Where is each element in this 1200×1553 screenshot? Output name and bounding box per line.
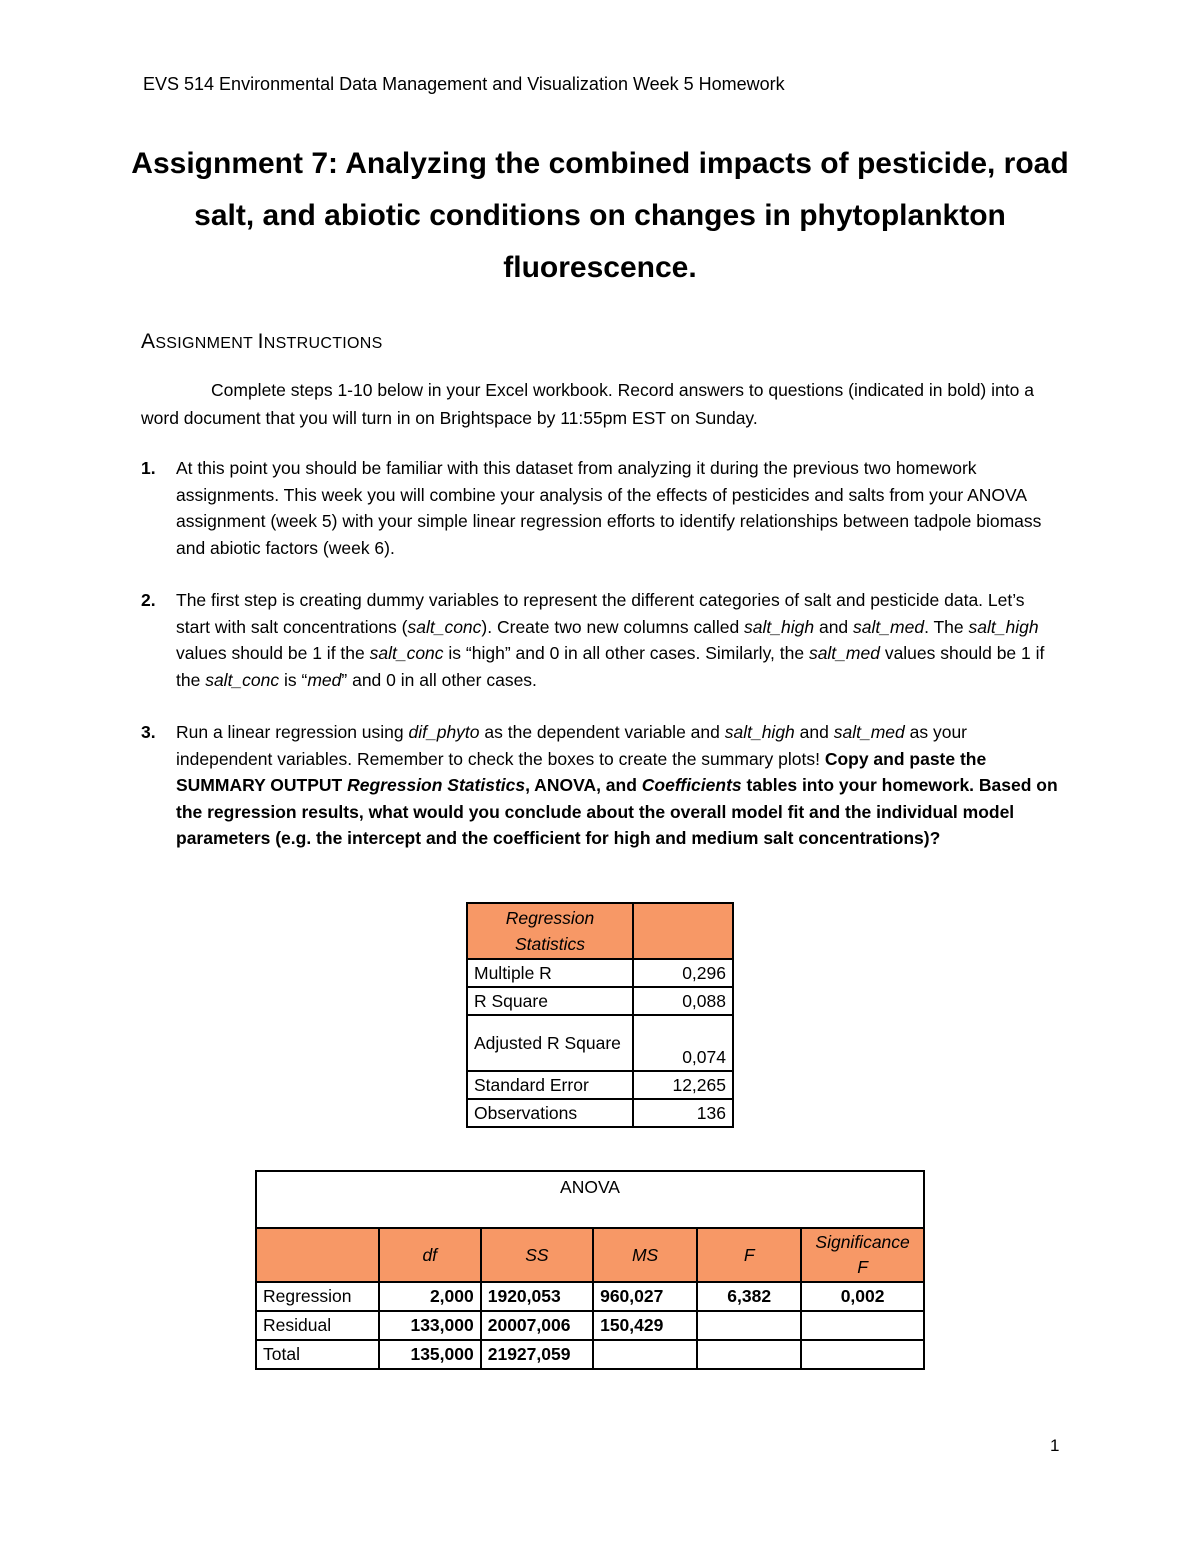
- table-cell: 133,000: [379, 1311, 481, 1340]
- intro-paragraph: [141, 376, 1061, 432]
- variable-name: dif_phyto: [408, 722, 480, 742]
- assignment-title: Assignment 7: Analyzing the combined impacts of pesticide, road salt, and abiotic conditions on changes in phytoplankton fluorescence.: [131, 147, 1069, 284]
- variable-name: salt_high: [744, 616, 815, 637]
- table-cell: R Square: [467, 987, 633, 1015]
- variable-name: salt_high: [724, 722, 795, 742]
- table-header-cell: df: [379, 1228, 481, 1282]
- variable-name: salt_conc: [407, 616, 482, 637]
- table-cell: [593, 1340, 697, 1369]
- table-cell: Total: [256, 1340, 379, 1369]
- table-cell: 0,002: [801, 1282, 924, 1311]
- table-cell: 0,074: [633, 1015, 733, 1071]
- table-cell: 2,000: [379, 1282, 481, 1311]
- table-row: [467, 987, 733, 1015]
- step-number: 3.: [141, 722, 156, 742]
- table-cell: Multiple R: [467, 959, 633, 987]
- table-row: [256, 1340, 924, 1369]
- anova-table: [255, 1170, 925, 1370]
- step-text: Run a linear regression using dif_phyto as the dependent variable and salt_high and salt_med as your independent variables. Remember to check the boxes to create the summary plots! Copy and paste the SUMMARY OUTPUT Regression Statistics, ANOVA, and Coefficients tables into your homework. Based on the regression results, what would you conclude about the overall model fit and the individual model parameters (e.g. the intercept and the coefficient for high and medium salt concentrations)?: [176, 722, 1058, 848]
- table-cell: [801, 1340, 924, 1369]
- table-cell: 20007,006: [481, 1311, 593, 1340]
- table-header-row: [256, 1228, 924, 1282]
- table-cell: [697, 1340, 801, 1369]
- table-row: [256, 1282, 924, 1311]
- step-text: The first step is creating dummy variables to represent the different categories of salt and pesticide data. Let’s start with salt concentrations (salt_conc). Create two new columns called salt_high and salt_med. The salt_high values should be 1 if the salt_conc is “high” and 0 in all other cases. Similarly, the salt_med values should be 1 if the salt_conc is “med” and 0 in all other cases.: [176, 590, 1045, 690]
- table-row: [467, 1015, 733, 1071]
- step-item: [141, 719, 1061, 852]
- table-cell: 135,000: [379, 1340, 481, 1369]
- table-header-cell: [256, 1228, 379, 1282]
- table-cell: 960,027: [593, 1282, 697, 1311]
- regression-statistics-table: [466, 902, 734, 1128]
- table-cell: 136: [633, 1099, 733, 1127]
- table-cell: [801, 1311, 924, 1340]
- variable-name: med: [307, 669, 342, 690]
- page-header: EVS 514 Environmental Data Management and Visualization Week 5 Homework: [143, 74, 785, 94]
- page-number: 1: [1050, 1436, 1060, 1455]
- table-cell: 0,088: [633, 987, 733, 1015]
- steps-list: [141, 455, 1061, 878]
- intro-text: Complete steps 1-10 below in your Excel workbook. Record answers to questions (indicated in bold) into a word document that you will turn in on Brightspace by 11:55pm EST on Sunday.: [141, 380, 1034, 428]
- table-row: [467, 1099, 733, 1127]
- table-row: [256, 1311, 924, 1340]
- question-text: Copy and paste the SUMMARY OUTPUT Regression Statistics, ANOVA, and Coefficients tables into your homework. Based on the regression results, what would you conclude about the overall model fit and the individual model parameters (e.g. the intercept and the coefficient for high and medium salt concentrations)?: [176, 748, 1058, 848]
- table-row: [467, 959, 733, 987]
- step-number: 2.: [141, 590, 156, 610]
- table-cell: 12,265: [633, 1071, 733, 1099]
- step-item: [141, 587, 1061, 693]
- table-header-cell: MS: [593, 1228, 697, 1282]
- table-header-cell: Significance F: [801, 1228, 924, 1282]
- table-header-cell: SS: [481, 1228, 593, 1282]
- table-cell: Residual: [256, 1311, 379, 1340]
- table-header-cell: F: [697, 1228, 801, 1282]
- section-heading-cap-a: A: [141, 330, 156, 353]
- table-cell: [697, 1311, 801, 1340]
- variable-name: salt_conc: [369, 643, 444, 663]
- table-header-cell: Regression Statistics: [467, 903, 633, 959]
- step-item: [141, 455, 1061, 561]
- table-caption-row: [256, 1171, 924, 1228]
- variable-name: salt_med: [808, 643, 880, 663]
- section-heading-cap-b: I: [257, 330, 264, 353]
- step-number: 1.: [141, 458, 156, 478]
- table-cell: Standard Error: [467, 1071, 633, 1099]
- table-header-row: [467, 903, 733, 959]
- table-row: [467, 1071, 733, 1099]
- section-heading-rest-b: NSTRUCTIONS: [263, 335, 383, 352]
- section-heading: [141, 330, 383, 354]
- variable-name: salt_med: [833, 722, 905, 742]
- table-cell: 0,296: [633, 959, 733, 987]
- table-cell: 150,429: [593, 1311, 697, 1340]
- table-cell: 1920,053: [481, 1282, 593, 1311]
- table-cell: Regression: [256, 1282, 379, 1311]
- variable-name: salt_med: [853, 616, 925, 637]
- table-cell: 6,382: [697, 1282, 801, 1311]
- table-caption: ANOVA: [256, 1171, 924, 1228]
- table-header-cell: [633, 903, 733, 959]
- section-heading-rest-a: SSIGNMENT: [155, 335, 258, 352]
- table-cell: Observations: [467, 1099, 633, 1127]
- table-cell: Adjusted R Square: [467, 1015, 633, 1071]
- table-cell: 21927,059: [481, 1340, 593, 1369]
- step-text: At this point you should be familiar with this dataset from analyzing it during the previous two homework assignments. This week you will combine your analysis of the effects of pesticides and salts from your ANOVA assignment (week 5) with your simple linear regression efforts to identify relationships between tadpole biomass and abiotic factors (week 6).: [176, 458, 1042, 558]
- variable-name: salt_high: [968, 616, 1039, 637]
- variable-name: salt_conc: [205, 669, 280, 690]
